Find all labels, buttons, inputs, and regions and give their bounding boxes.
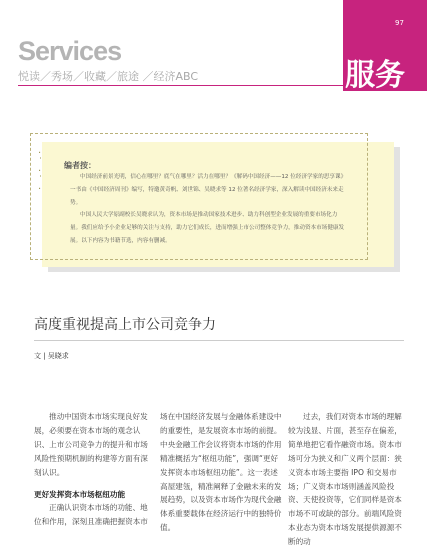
section-title-en: Services xyxy=(18,36,122,66)
article-paragraph: 推动中国资本市场实现良好发展，必须要在资本市场的观念认识、上市公司竞争力的提升和市场风险性预期机制的构建等方面有深刻认识。 xyxy=(34,412,148,477)
decorative-dots-icon: · ˙ · ˙ · xyxy=(38,148,43,195)
article-title: 高度重视提高上市公司竞争力 xyxy=(34,317,216,333)
title-divider xyxy=(34,340,404,341)
page-number: 97 xyxy=(395,19,404,27)
article-paragraph: 场在中国经济发展与金融体系建设中的重要性，是发展资本市场的前提。中央金融工作会议将资本市场的作用精准概括为“枢纽功能”，强调“更好发挥资本市场枢纽功能”。这一表述高屋建瓴，精准阐释了金融未来的发展趋势，以及资本市场作为现代金融体系重要载体在经济运行中的独特价值。 xyxy=(160,412,282,533)
editor-note-paragraph: 中国经济前景光明，信心在哪里？底气在哪里？活力在哪里？《解码中国经济——12 位经济学家的思享课》一书由《中国经济周刊》编写，特邀黄奇帆、刘世锦、吴晓求等 12 位著名经济学家，深入解读中国经济未来走势。 xyxy=(70,174,344,206)
article-column-3 xyxy=(288,410,406,549)
editor-note-paragraph: 中国人民大学原副校长吴晓求认为，资本市场是推动国家技术进步、助力科创型企业发展的重要市场化力量。我们应给予小企业足够的关注与支持，助力它们成长，进而增强上市公司整体竞争力，推动资本市场健康发展。以下内容为书籍节选，内容有删减。 xyxy=(70,212,345,244)
article-author: 文 | 吴晓求 xyxy=(34,352,69,360)
article-paragraph: 正确认识资本市场的功能、地位和作用，深刻且准确把握资本市 xyxy=(34,503,148,527)
section-subnav: 悦读／秀场／收藏／旅途 ／经济ABC xyxy=(18,70,199,83)
article-subheading: 更好发挥资本市场枢纽功能 xyxy=(34,489,126,499)
article-column-2 xyxy=(160,410,282,535)
section-title-cn: 服务 xyxy=(345,58,405,93)
article-paragraph: 过去，我们对资本市场的理解较为浅显、片面，甚至存在偏差，简单地把它看作融资市场。资本市场可分为狭义和广义两个层面：狭义资本市场主要指 IPO 和交易市场；广义资本市场则涵盖风险投资、天使投资等，它们同样是资本市场不可或缺的部分。前端风险资本业态为资本市场发展提供源源不断的动 xyxy=(288,412,402,547)
editor-note-heading: 编者按： xyxy=(64,161,96,170)
header-divider xyxy=(18,85,343,86)
article-column-1 xyxy=(34,410,154,529)
